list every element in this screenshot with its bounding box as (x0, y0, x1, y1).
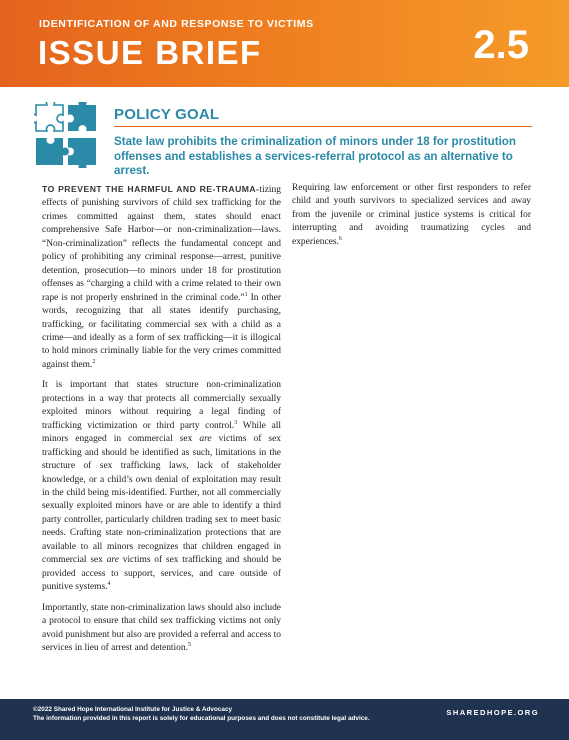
paragraph-text: victims of sex trafficking and should be provided access to support, services, and care outside of punitive systems. (42, 555, 282, 593)
copyright-text: ©2022 Shared Hope International Institute for Justice & Advocacy (33, 706, 233, 713)
footnote-ref: 6 (338, 235, 342, 242)
paragraph-text: tizing effects of punishing survivors of child sex trafficking for the crimes committed against them, states should enact comprehensive Safe Harbor—or non-criminalization—laws. “Non-criminalization” reflects the fundamental concept and policy of prohibiting any criminal response—arrest, punitive detention, prosecution—to minors under 18 for prostitution offenses as “charging a child with a crime related to their own rape is not properly enshrined in the criminal code.” (42, 185, 281, 303)
body-column-right (292, 182, 531, 256)
paragraph-intro (42, 183, 281, 372)
paragraph-structure (42, 379, 281, 594)
goal-divider (114, 126, 532, 127)
puzzle-pieces-icon (34, 102, 98, 168)
paragraph-text: Importantly, state non-criminalization laws should also include a protocol to ensure that child sex trafficking victims not only avoid punishment but also are provided a referral and access to services in lieu of arrest and detention. (42, 602, 281, 653)
paragraph-text: victims of sex trafficking and should be identified as such, limitations in the structure of sex trafficking laws, lack of stakeholder knowledge, or a child’s own denial of exploitation may result in the child being mis-identified. Further, not all commercially sexually exploited minors have or are able to identify a third party controller, particularly children trading sex to meet basic needs. Crafting state non-criminalization protections that are available to all minors recognizes that children engaged in commercial sex (42, 434, 281, 566)
paragraph-continued (292, 182, 531, 249)
lead-in-caps: TO PREVENT THE HARMFUL AND RE-TRAUMA- (42, 184, 260, 194)
emphasis: are (199, 434, 212, 445)
paragraph-protocol (42, 602, 281, 656)
footnote-ref: 4 (107, 581, 111, 587)
header-kicker: IDENTIFICATION OF AND RESPONSE TO VICTIMS (39, 18, 314, 30)
page-title: ISSUE BRIEF (38, 34, 262, 71)
paragraph-text: In other words, recognizing that all states identify purchasing, trafficking, or facilitating commercial sex with a child as a crime—and ideally as a form of sex trafficking—it is illogical to hold minors criminally liable for the very crimes committed against them. (42, 292, 281, 370)
footnote-ref: 5 (187, 641, 191, 648)
footnote-ref: 1 (244, 291, 248, 298)
emphasis: are (106, 555, 119, 566)
policy-goal-statement: State law prohibits the criminalization of minors under 18 for prostitution offenses and establishes a services-referral protocol as an alternative to arrest. (114, 135, 516, 177)
footnote-ref: 2 (92, 358, 96, 365)
policy-goal-heading: POLICY GOAL (114, 106, 220, 123)
paragraph-text: While all minors engaged in commercial sex (42, 420, 281, 445)
body-column-left (42, 183, 281, 662)
site-link[interactable]: SHAREDHOPE.ORG (446, 708, 539, 717)
paragraph-text: Requiring law enforcement or other first responders to refer child and youth survivors to specialized services and away from the juvenile or criminal justice systems is critical for interrupting and avoiding traumatizing cycles and experiences. (292, 183, 531, 247)
disclaimer-text: The information provided in this report is solely for educational purposes and does not constitute legal advice. (33, 714, 370, 722)
brief-number: 2.5 (473, 23, 529, 67)
footnote-ref: 3 (234, 419, 238, 426)
footer-copyright (33, 706, 370, 723)
paragraph-text: It is important that states structure non-criminalization protections in a way that protects all commercially sexually exploited minors without requiring a legal finding of trafficking victimization or third party control. (42, 380, 281, 431)
